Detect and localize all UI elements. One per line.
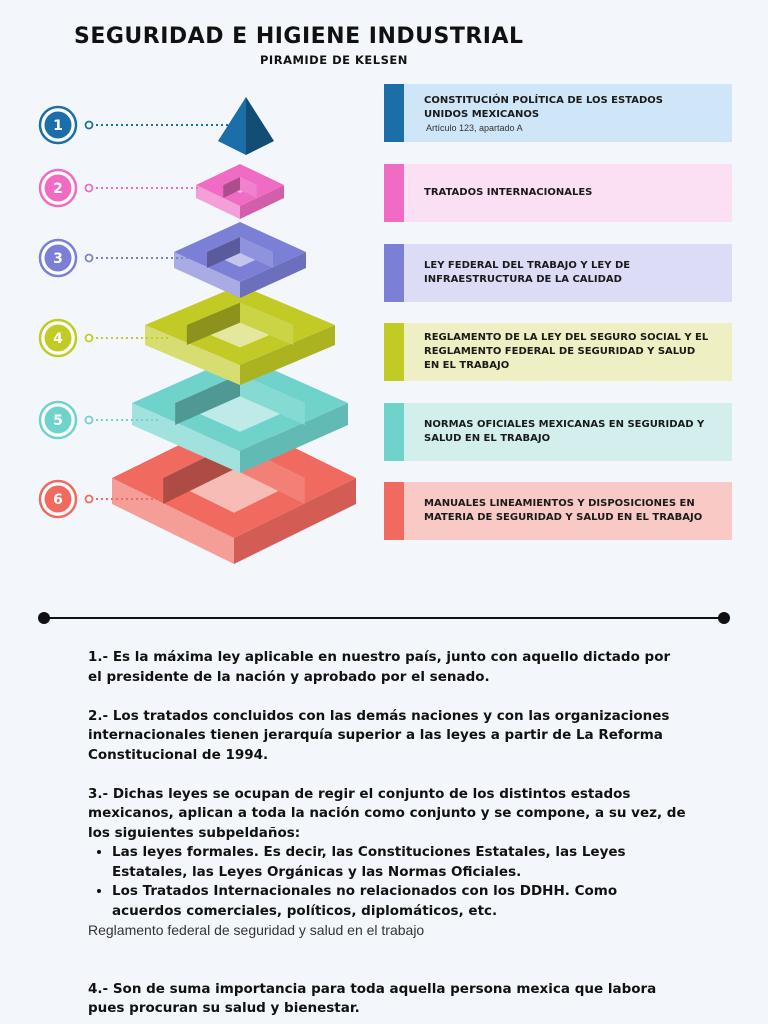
level-3-card	[384, 244, 732, 302]
connector-3-dot	[86, 255, 93, 262]
level-1-label: CONSTITUCIÓN POLÍTICA DE LOS ESTADOS UNIDOS MEXICANOS	[424, 94, 663, 120]
kelsen-pyramid-diagram	[0, 0, 384, 570]
divider-dot-left	[38, 612, 50, 624]
description-4: 4.- Son de suma importancia para toda aquella persona mexica que labora pues procuran su salud y bienestar.	[88, 980, 657, 1016]
level-5-card	[384, 403, 732, 461]
level-1-sublabel: Artículo 123, apartado A	[426, 122, 523, 133]
section-divider	[44, 617, 724, 619]
description-1: 1.- Es la máxima ley aplicable en nuestro país, junto con aquello dictado por el presidente de la nación y aprobado por el senado.	[88, 649, 671, 685]
connector-5-dot	[86, 417, 93, 424]
level-6-card	[384, 482, 732, 540]
level-4-label: REGLAMENTO DE LA LEY DEL SEGURO SOCIAL Y EL REGLAMENTO FEDERAL DE SEGURIDAD Y SALUD EN EL TRABAJO	[424, 332, 709, 371]
connector-4-dot	[86, 335, 93, 342]
level-3-label: LEY FEDERAL DEL TRABAJO Y LEY DE INFRAESTRUCTURA DE LA CALIDAD	[424, 260, 631, 285]
divider-dot-right	[718, 612, 730, 624]
level-2-label: TRATADOS INTERNACIONALES	[424, 187, 593, 198]
connector-1-dot	[86, 122, 93, 129]
descriptions	[88, 648, 688, 1019]
level-3-accent-bar	[384, 244, 404, 302]
number-badge-1-label: 1	[53, 118, 63, 134]
level-1-card	[384, 84, 732, 142]
page-title: SEGURIDAD E HIGIENE INDUSTRIAL	[74, 24, 524, 49]
level-6-accent-bar	[384, 482, 404, 540]
description-3-bullet: • Las leyes formales. Es decir, las Constituciones Estatales, las Leyes Estatales, las Leyes Orgánicas y las Normas Oficiales.	[112, 843, 688, 882]
level-6-label: MANUALES LINEAMIENTOS Y DISPOSICIONES EN MATERIA DE SEGURIDAD Y SALUD EN EL TRABAJO	[424, 498, 703, 523]
description-3-note: Reglamento federal de seguridad y salud en el trabajo	[88, 922, 425, 938]
number-badge-4-label: 4	[53, 331, 63, 347]
level-4-card	[384, 323, 732, 381]
page-subtitle: PIRAMIDE DE KELSEN	[260, 53, 408, 67]
description-3: 3.- Dichas leyes se ocupan de regir el conjunto de los distintos estados mexicanos, aplican a toda la nación como conjunto y se compone, a su vez, de los siguientes subpeldaños:	[88, 785, 686, 841]
number-badge-3-label: 3	[53, 251, 63, 267]
description-3-bullet: • Los Tratados Internacionales no relacionados con los DDHH. Como acuerdos comerciales, políticos, diplomáticos, etc.	[112, 882, 688, 921]
pyramid-apex-right-face	[246, 97, 274, 155]
description-3-list	[88, 843, 688, 921]
number-badge-5-label: 5	[53, 413, 63, 429]
level-1-accent-bar	[384, 84, 404, 142]
number-badge-6-label: 6	[53, 492, 63, 508]
level-4-accent-bar	[384, 323, 404, 381]
number-badge-2-label: 2	[53, 181, 63, 197]
description-2: 2.- Los tratados concluidos con las demás naciones y con las organizaciones internacionales tienen jerarquía superior a las leyes a partir de La Reforma Constitucional de 1994.	[88, 707, 670, 763]
level-5-label: NORMAS OFICIALES MEXICANAS EN SEGURIDAD Y SALUD EN EL TRABAJO	[424, 419, 705, 444]
level-5-accent-bar	[384, 403, 404, 461]
connector-6-dot	[86, 496, 93, 503]
level-2-accent-bar	[384, 164, 404, 222]
connector-2-dot	[86, 185, 93, 192]
level-2-card	[384, 164, 732, 222]
